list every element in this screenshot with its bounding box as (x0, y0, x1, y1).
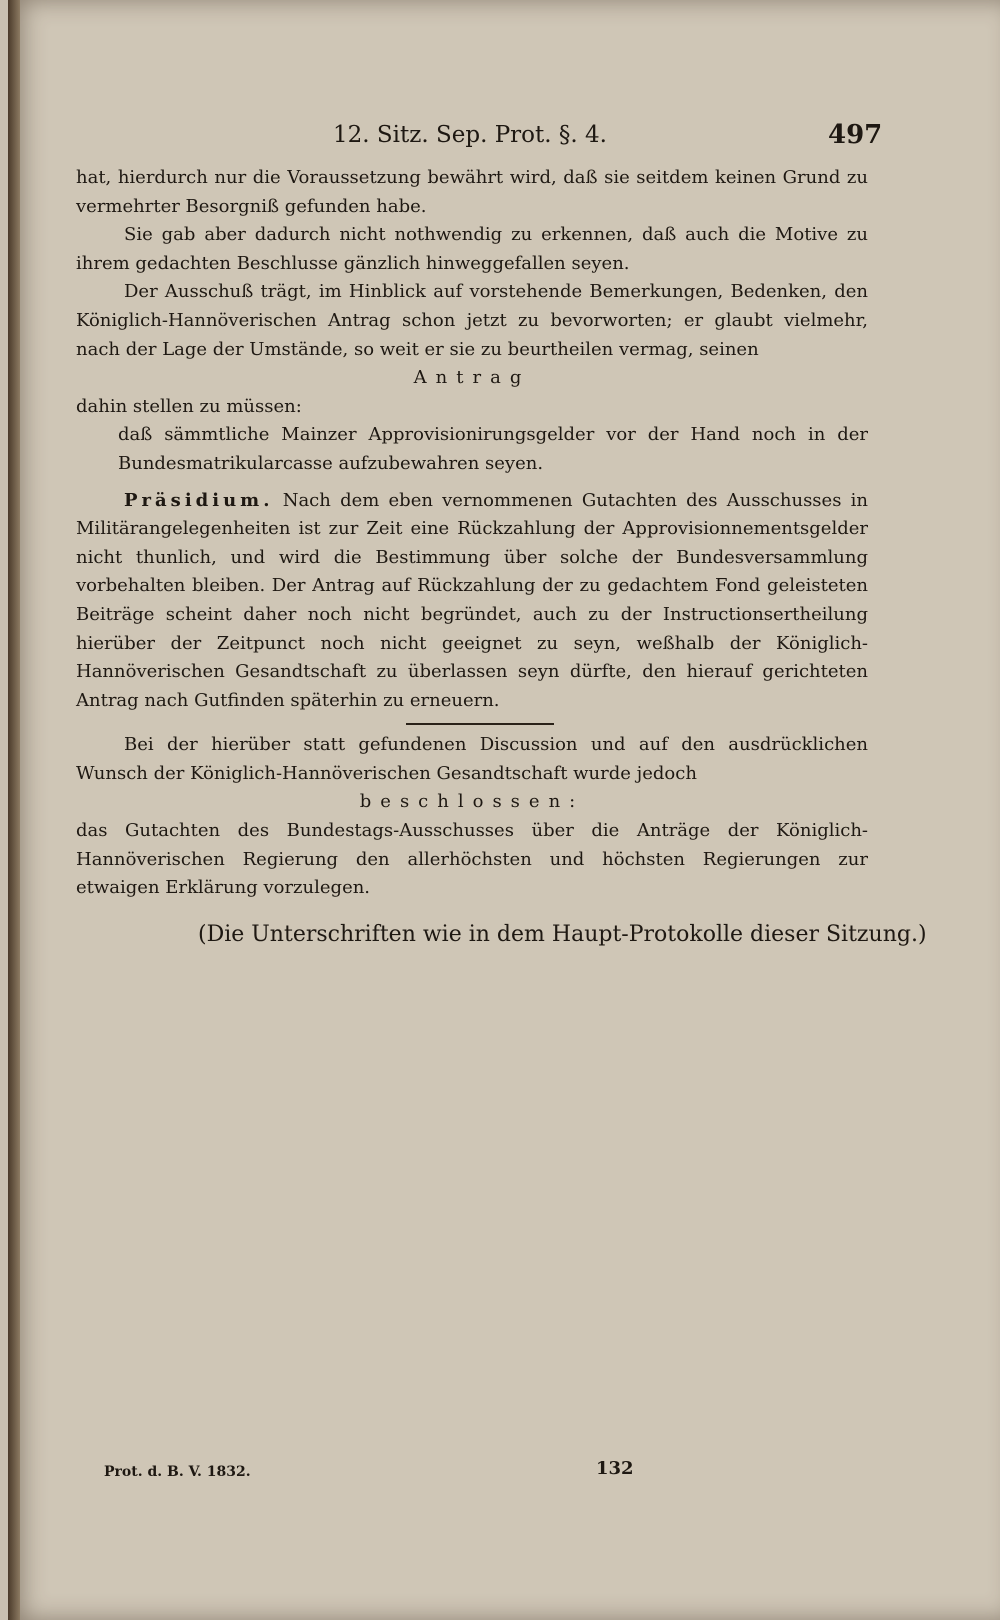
book-page (8, 0, 1000, 1620)
antrag-heading: Antrag (413, 367, 531, 389)
paragraph: Der Ausschuß trägt, im Hinblick auf vorstehende Bemerkungen, Bedenken, den Königlich-Hannöverischen Antrag schon jetzt zu bevorworten; er glaubt vielmehr, nach der Lage der Umstände, so weit er sie zu beurtheilen vermag, seinen (76, 281, 868, 360)
page-number: 497 (828, 120, 883, 150)
presidium-paragraph (76, 487, 868, 716)
paragraph: Sie gab aber dadurch nicht nothwendig zu erkennen, daß auch die Motive zu ihrem gedachten Beschlusse gänzlich hinweggefallen seyen. (76, 224, 868, 274)
paragraph: Bei der hierüber statt gefundenen Discussion und auf den ausdrücklichen Wunsch der Königlich-Hannöverischen Gesandtschaft wurde jedoch (76, 734, 868, 784)
paragraph: dahin stellen zu müssen: (76, 395, 302, 417)
page-body (76, 164, 868, 903)
speaker-label: Präsidium. (124, 489, 274, 511)
paragraph: das Gutachten des Bundestags-Ausschusses über die Anträge der Königlich-Hannöverischen Regierung den allerhöchsten und höchsten Regierungen zur etwaigen Erklärung vorzulegen. (76, 820, 868, 899)
section-divider (406, 723, 554, 725)
signatures-note: (Die Unterschriften wie in dem Haupt-Protokolle dieser Sitzung.) (198, 922, 927, 947)
running-head: 12. Sitz. Sep. Prot. §. 4. (333, 122, 607, 148)
paragraph: hat, hierdurch nur die Voraussetzung bewährt wird, daß sie seitdem keinen Grund zu vermehrter Besorgniß gefunden habe. (76, 167, 868, 217)
beschlossen-heading: beschlossen: (359, 791, 585, 813)
footer-signature: Prot. d. B. V. 1832. (104, 1464, 251, 1480)
resolution-text: daß sämmtliche Mainzer Approvisionirungsgelder vor der Hand noch in der Bundesmatrikularcasse aufzubewahren seyen. (118, 424, 868, 474)
footer-sheet-number: 132 (596, 1458, 634, 1479)
paragraph: Nach dem eben vernommenen Gutachten des Ausschusses in Militärangelegenheiten ist zur Zeit eine Rückzahlung der Approvisionnementsgelder nicht thunlich, und wird die Bestimmung über solche der Bundesversammlung vorbehalten bleiben. Der Antrag auf Rückzahlung der zu gedachtem Fond geleisteten Beiträge scheint daher noch nicht begründet, auch zu der Instructionsertheilung hierüber der Zeitpunct noch nicht geeignet zu seyn, weßhalb der Königlich-Hannöverischen Gesandtschaft zu überlassen seyn dürfte, den hierauf gerichteten Antrag nach Gutfinden späterhin zu erneuern. (76, 489, 868, 711)
page-gutter (8, 0, 20, 1620)
page-header (68, 120, 883, 154)
spacer (76, 479, 868, 487)
